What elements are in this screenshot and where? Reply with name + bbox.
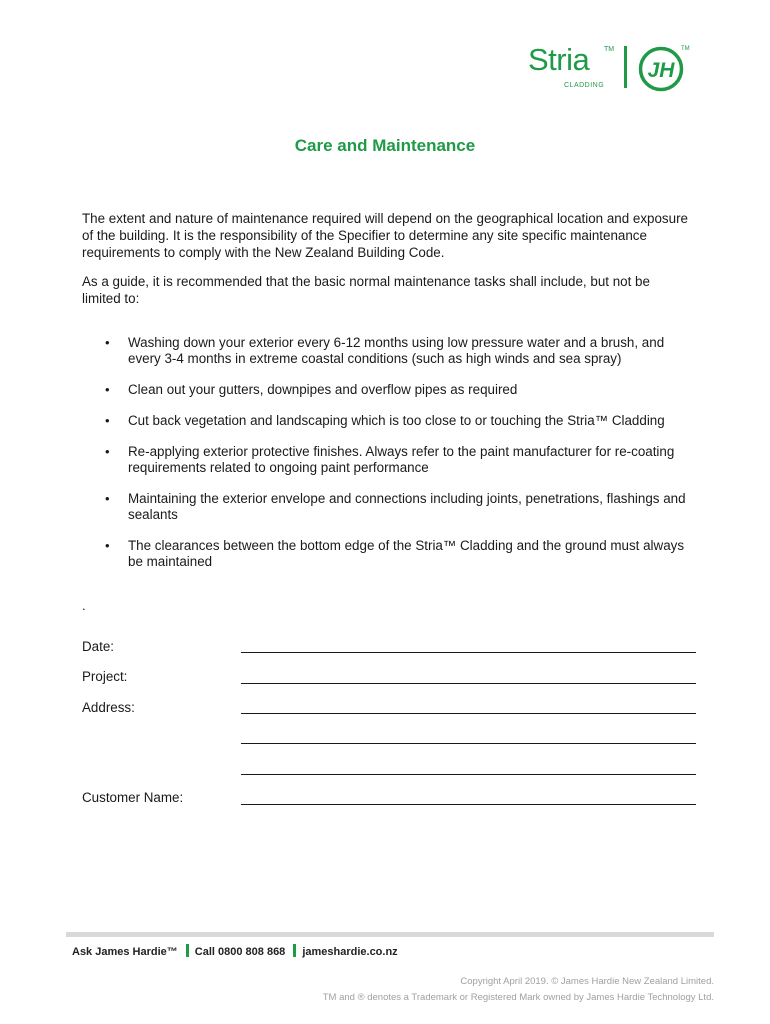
list-item xyxy=(82,491,692,523)
logo-subtitle: CLADDING xyxy=(564,82,605,89)
logo-mark-text: JH xyxy=(647,59,675,82)
footer-separator xyxy=(293,944,296,957)
list-item-text: Cut back vegetation and landscaping which is too close to or touching the Stria™ Cladding xyxy=(128,413,665,428)
list-item xyxy=(82,335,692,367)
list-item xyxy=(82,413,692,429)
list-item-text: The clearances between the bottom edge of the Stria™ Cladding and the ground must always be maintained xyxy=(128,538,685,569)
logo-divider xyxy=(624,46,627,88)
guide-paragraph: As a guide, it is recommended that the basic normal maintenance tasks shall include, but not be limited to: xyxy=(82,274,650,306)
bullet-icon: • xyxy=(105,538,110,553)
website-link[interactable]: jameshardie.co.nz xyxy=(302,946,398,958)
stria-cladding-logo xyxy=(528,40,693,100)
project-label: Project: xyxy=(82,669,128,684)
logo-brand: Stria xyxy=(528,42,590,77)
trademark-text: TM and ® denotes a Trademark or Registered Mark owned by James Hardie Technology Ltd. xyxy=(322,992,714,1003)
address-field-line-1[interactable] xyxy=(241,713,696,714)
bullet-icon: • xyxy=(105,382,110,397)
page-title: Care and Maintenance xyxy=(294,136,476,155)
list-item xyxy=(82,538,692,570)
bullet-icon: • xyxy=(105,491,110,506)
intro-paragraph: The extent and nature of maintenance required will depend on the geographical location and exposure of the building. It is the responsibility of the Specifier to determine any site specific maintenance requirements to comply with the New Zealand Building Code. xyxy=(82,211,688,260)
list-item-text: Re-applying exterior protective finishes. Always refer to the paint manufacturer for re-coating requirements related to ongoing paint performance xyxy=(128,444,675,475)
footer-rule xyxy=(66,932,714,937)
logo-trademark: TM xyxy=(604,46,615,53)
address-field-line-3[interactable] xyxy=(241,774,696,775)
date-label: Date: xyxy=(82,639,115,654)
customer-name-field-line[interactable] xyxy=(241,804,696,805)
footer-contact xyxy=(72,944,398,958)
list-item xyxy=(82,444,692,476)
call-number-text[interactable]: Call 0800 808 868 xyxy=(194,946,286,958)
date-field-line[interactable] xyxy=(241,652,696,653)
list-item-text: Maintaining the exterior envelope and connections including joints, penetrations, flashings and sealants xyxy=(128,491,686,522)
list-item xyxy=(82,382,692,398)
bullet-icon: • xyxy=(105,413,110,428)
bullet-icon: • xyxy=(105,335,110,350)
stray-period: . xyxy=(82,598,86,613)
maintenance-task-list xyxy=(82,335,692,585)
list-item-text: Clean out your gutters, downpipes and overflow pipes as required xyxy=(128,382,518,397)
address-label: Address: xyxy=(82,700,135,715)
list-item-text: Washing down your exterior every 6-12 months using low pressure water and a brush, and every 3-4 months in extreme coastal conditions (such as high winds and sea spray) xyxy=(128,335,665,366)
copyright-text: Copyright April 2019. © James Hardie New Zealand Limited. xyxy=(460,976,714,987)
james-hardie-logo-icon xyxy=(638,46,684,92)
customer-name-label: Customer Name: xyxy=(82,790,184,805)
address-field-line-2[interactable] xyxy=(241,743,696,744)
logo-mark-trademark: TM xyxy=(681,46,690,52)
footer-separator xyxy=(186,944,189,957)
bullet-icon: • xyxy=(105,444,110,459)
ask-james-hardie-text: Ask James Hardie™ xyxy=(72,946,178,958)
project-field-line[interactable] xyxy=(241,683,696,684)
